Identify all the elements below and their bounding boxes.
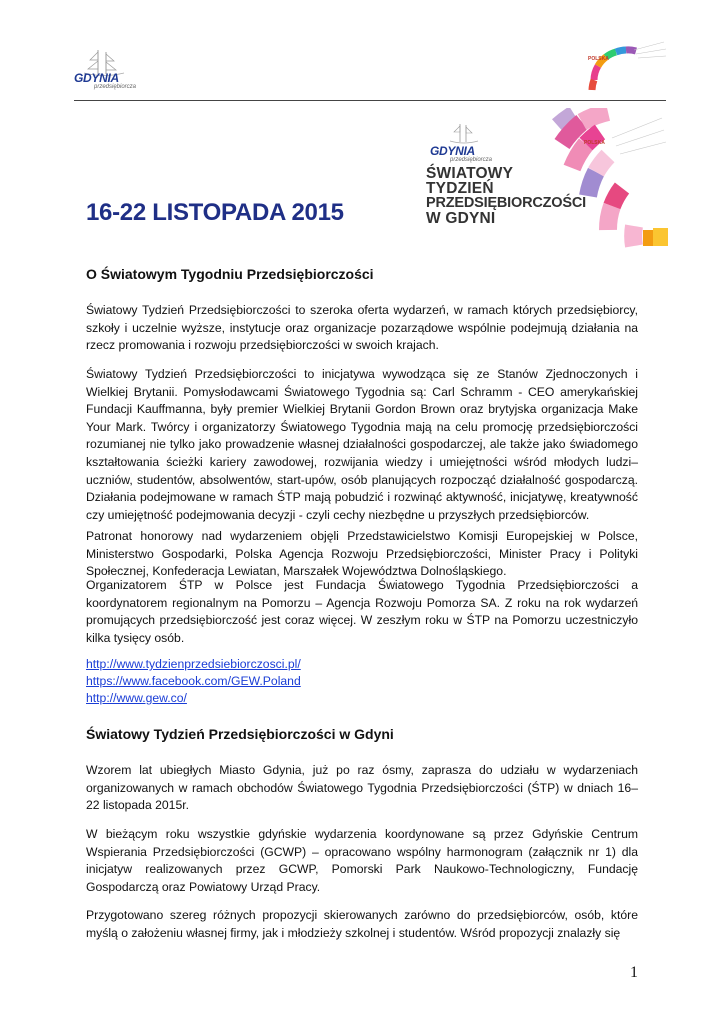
paragraph: Przygotowano szereg różnych propozycji skierowanych zarówno do przedsiębiorców, osób, które myślą o założeniu własnej firmy, jak i młodzieży szkolnej i studentów. Wśród propozycji znalazły się bbox=[86, 908, 638, 940]
badge-logo-wordmark: GDYNIA bbox=[430, 144, 475, 158]
link-list bbox=[86, 656, 301, 707]
paragraph: Światowy Tydzień Przedsiębiorczości to inicjatywa wywodząca się ze Stanów Zjednoczonych i Wielkiej Brytanii. Pomysłodawcami Światowego Tygodnia są: Carl Schramm - CEO amerykańskiej Fundacji Kauffmanna, były premier Wielkiej Brytanii Gordon Brown oraz brytyjska organizacja Make Your Mark. Twórcy i organizatorzy Światowego Tygodnia mają na celu promocję przedsiębiorczości rozumianej nie tylko jako prowadzenie własnej działalności gospodarczej, ale także jako świadomego kształtowania ścieżki kariery zawodowej, rozwijania wiedzy i umiejętności wśród młodych ludzi– uczniów, studentów, absolwentów, start-upów, osób planujących rozpocząć działalność gospodarczą. Działania podejmowane w ramach ŚTP mają pobudzić i rozwinąć aktywność, inicjatywę, kreatywność czy umiejętność podejmowania decyzji - czyli cechy niezbędne u przyszłych przedsiębiorców. bbox=[86, 367, 638, 522]
section-heading: O Światowym Tygodniu Przedsiębiorczości bbox=[86, 266, 374, 282]
link-facebook-gew-poland[interactable]: https://www.facebook.com/GEW.Poland bbox=[86, 674, 301, 688]
badge-title-line: PRZEDSIĘBIORCZOŚCI bbox=[426, 195, 586, 211]
section-heading: Światowy Tydzień Przedsiębiorczości w Gdyni bbox=[86, 726, 394, 742]
badge-logo-subtext: przedsiębiorcza bbox=[450, 157, 493, 163]
paragraph: W bieżącym roku wszystkie gdyńskie wydarzenia koordynowane są przez Gdyńskie Centrum Wspierania Przedsiębiorczości (GCWP) – opracowano wspólny harmonogram (załącznik nr 1) dla inicjatyw realizowanych przez GCWP, Pomorski Park Naukowo-Technologiczny, Fundację Gospodarczą oraz Powiatowy Urząd Pracy. bbox=[86, 827, 638, 894]
logo-subtext: przedsiębiorcza bbox=[94, 84, 137, 90]
link-gew-co[interactable]: http://www.gew.co/ bbox=[86, 691, 187, 705]
badge-title bbox=[426, 166, 596, 226]
badge-title-line: ŚWIATOWY bbox=[426, 165, 514, 182]
link-tydzien-przedsiebiorczosci[interactable]: http://www.tydzienprzedsiebiorczosci.pl/ bbox=[86, 657, 301, 671]
paragraph: Światowy Tydzień Przedsiębiorczości to szeroka oferta wydarzeń, w ramach których przedsiębiorcy, szkoły i uczelnie wyższe, instytucje oraz organizacje pozarządowe wspólnie podejmują działania na rzecz promowania i rozwoju przedsiębiorczości w swoich krajach. bbox=[86, 303, 638, 353]
page-number: 1 bbox=[630, 964, 638, 981]
paragraph: Wzorem lat ubiegłych Miasto Gdynia, już po raz ósmy, zaprasza do udziału w wydarzeniach organizowanych w ramach obchodów Światowego Tygodnia Przedsiębiorczości (ŚTP) w dniach 16–22 listopada 2015r. bbox=[86, 763, 638, 813]
badge-title-line: W GDYNI bbox=[426, 210, 496, 227]
logo-wordmark: GDYNIA bbox=[74, 71, 119, 85]
page-title: 16-22 LISTOPADA 2015 bbox=[86, 199, 344, 226]
gew-arc-icon bbox=[584, 40, 668, 92]
badge-country-label: POLSKA bbox=[584, 140, 605, 146]
event-badge bbox=[412, 108, 668, 248]
header-divider bbox=[74, 100, 666, 101]
paragraph: Organizatorem ŚTP w Polsce jest Fundacja Światowego Tygodnia Przedsiębiorczości a koordynatorem regionalnym na Pomorzu – Agencja Rozwoju Pomorza SA. Z roku na rok wydarzeń promujących przedsiębiorczość jest coraz więcej. W zeszłym roku w ŚTP na Pomorzu uczestniczyło kilka tysięcy osób. bbox=[86, 578, 638, 645]
gdynia-logo bbox=[74, 48, 137, 92]
small-mark-label: POLSKA bbox=[588, 56, 609, 62]
paragraph: Patronat honorowy nad wydarzeniem objęli Przedstawicielstwo Komisji Europejskiej w Polsce, Ministerstwo Gospodarki, Polska Agencja Rozwoju Przedsiębiorczości, Minister Pracy i Polityki Społecznej, Konfederacja Lewiatan, Marszałek Województwa Dolnośląskiego. bbox=[86, 529, 638, 579]
gew-mark-small bbox=[584, 40, 668, 92]
badge-title-line: TYDZIEŃ bbox=[426, 180, 494, 197]
